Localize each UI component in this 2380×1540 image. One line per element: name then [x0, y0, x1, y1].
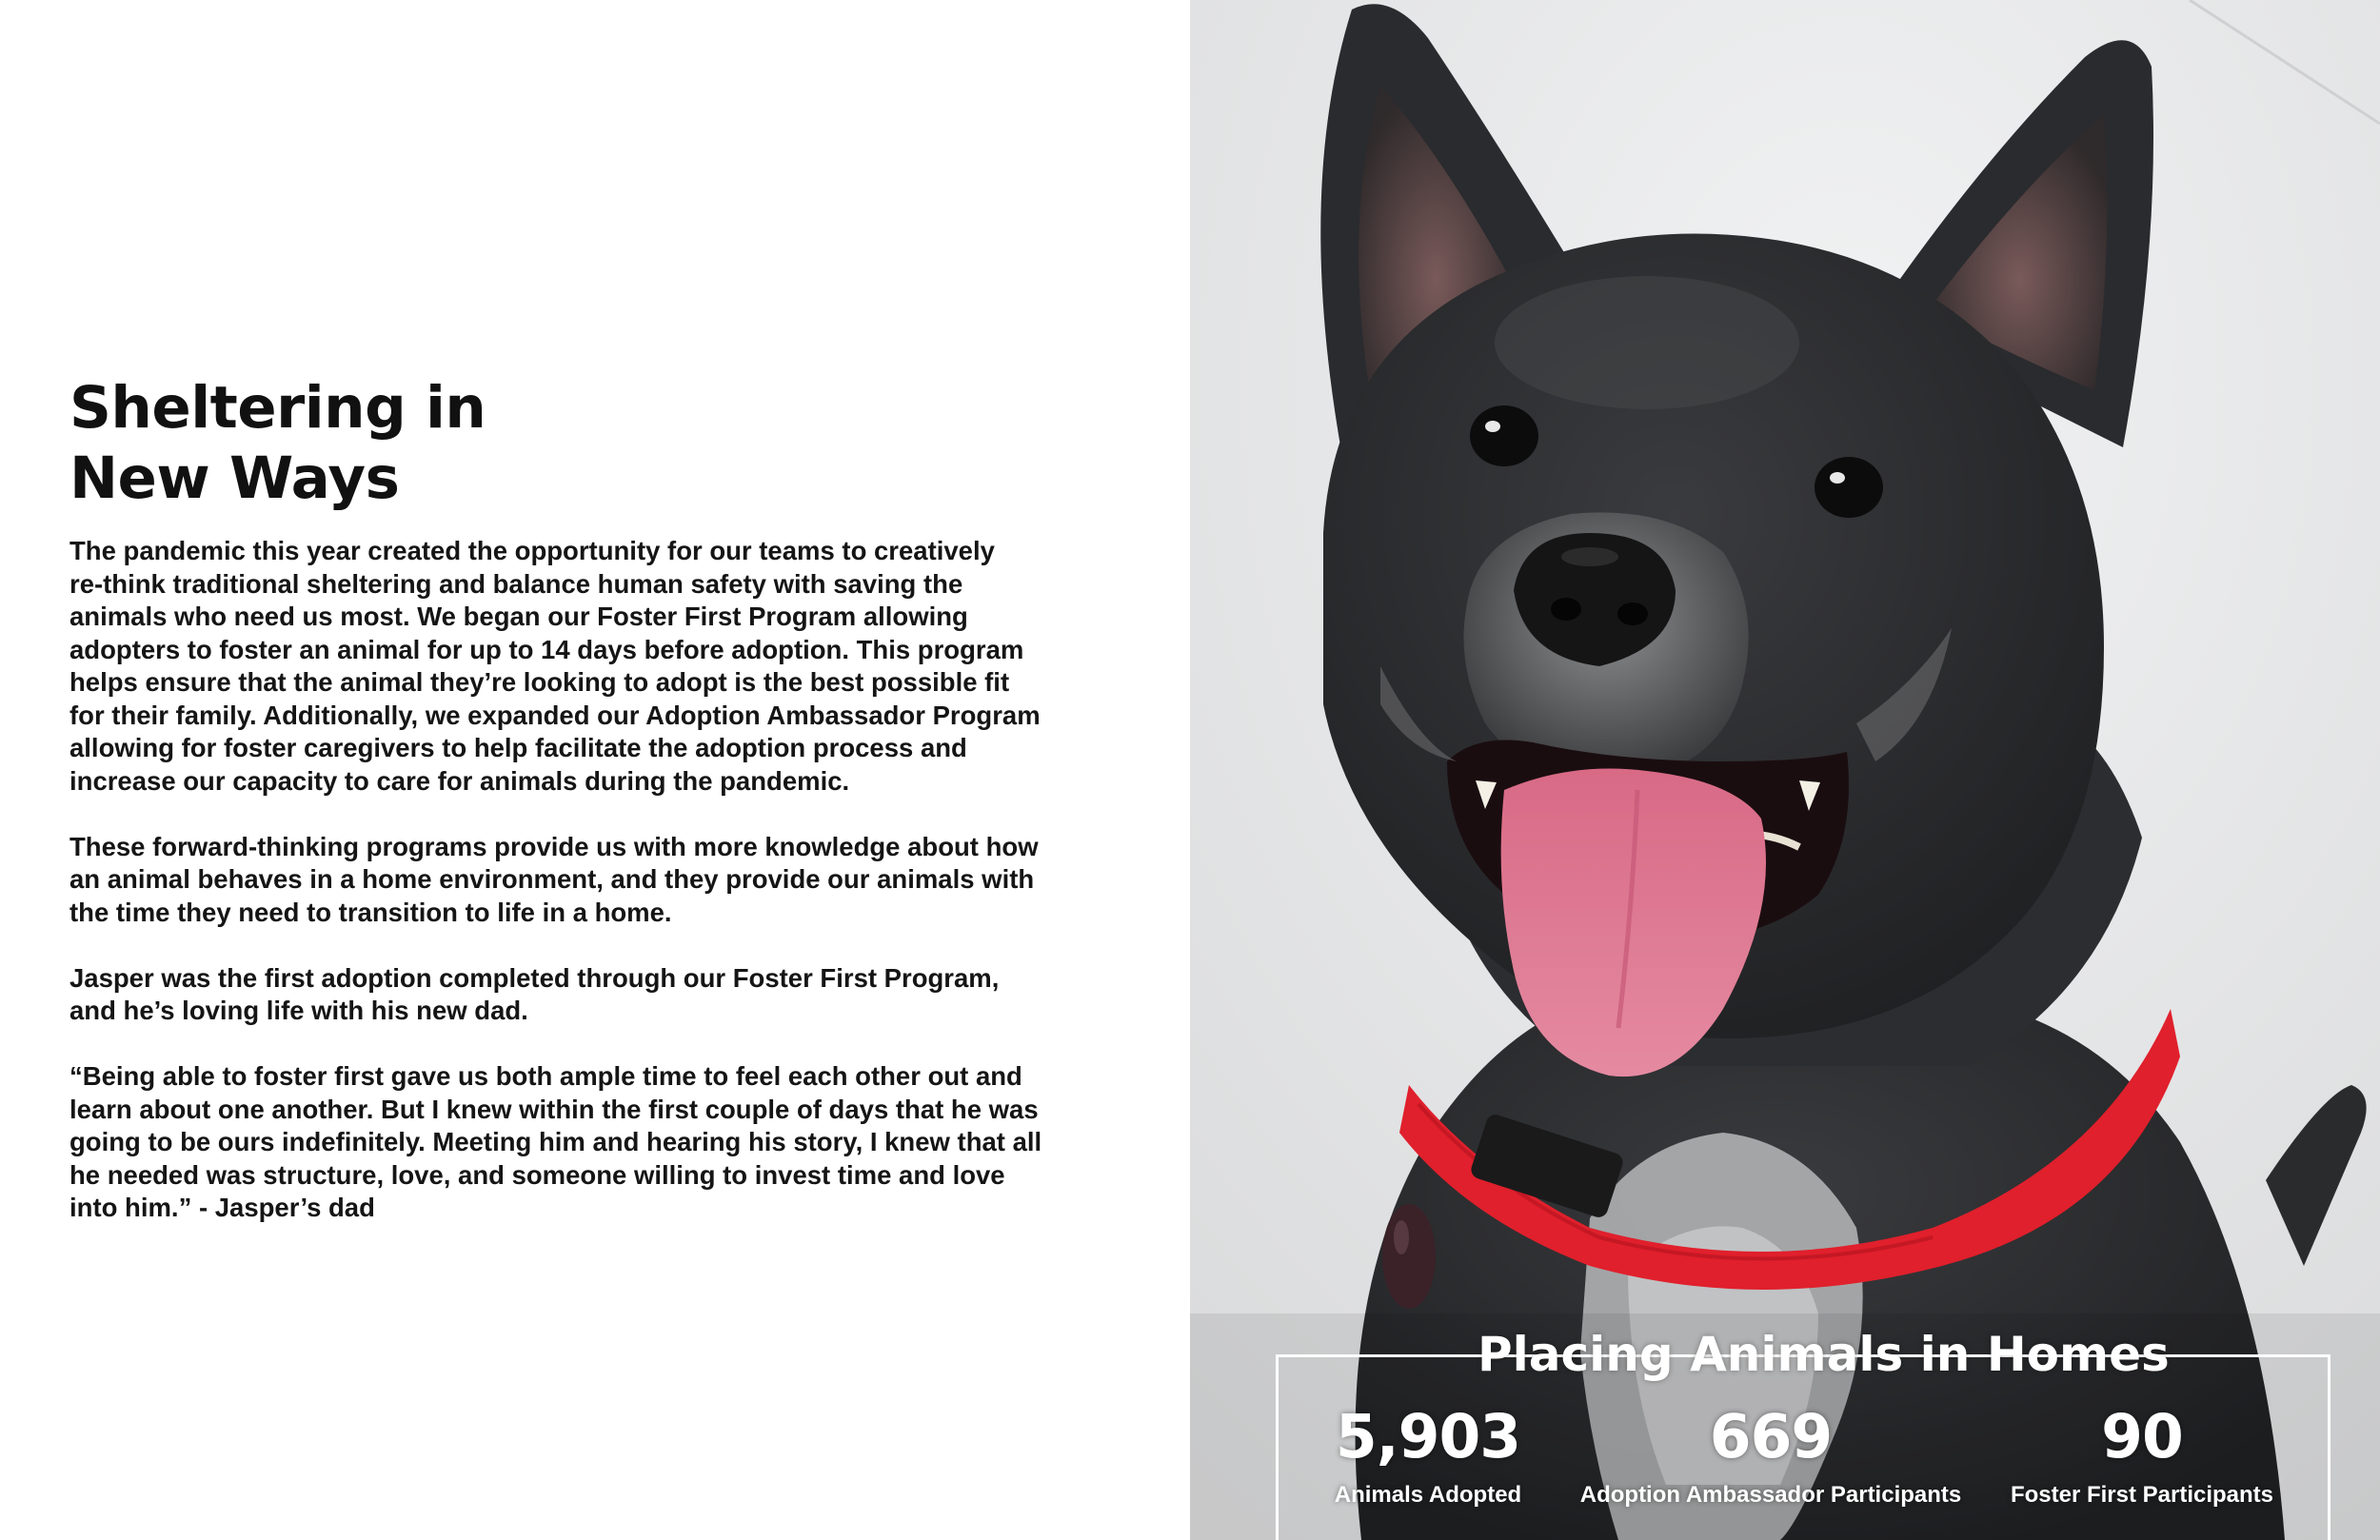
- text-line: re-think traditional sheltering and balance human safety with saving the: [69, 568, 963, 599]
- text-line: animals who need us most. We began our Foster First Program allowing: [69, 602, 968, 631]
- text-line: for their family. Additionally, we expanded our Adoption Ambassador Program: [69, 700, 1041, 730]
- collar-tag: [1382, 1204, 1436, 1309]
- paragraph-2: [69, 831, 1079, 930]
- stat-animals-adopted: [1314, 1399, 1542, 1510]
- stats-title: Placing Animals in Homes: [1478, 1327, 2170, 1382]
- text-line: an animal behaves in a home environment, and they provide our animals with: [69, 864, 1035, 894]
- text-line: adopters to foster an animal for up to 14 days before adoption. This program: [69, 634, 1024, 664]
- text-line: he needed was structure, love, and someone willing to invest time and love: [69, 1159, 1005, 1190]
- text-line: the time they need to transition to life in a home.: [69, 897, 672, 927]
- dog-illustration: [1190, 0, 2380, 1540]
- paragraph-1: [69, 535, 1079, 798]
- right-eye: [1815, 457, 1883, 518]
- text-line: The pandemic this year created the opportunity for our teams to creatively: [69, 536, 995, 565]
- stat-value: 90: [2101, 1402, 2183, 1471]
- stat-label: Adoption Ambassador Participants: [1579, 1482, 1962, 1508]
- text-line: learn about one another. But I knew within the first couple of days that he was: [69, 1094, 1039, 1124]
- text-line: Jasper was the first adoption completed through our Foster First Program,: [69, 962, 1000, 993]
- stat-foster-first: [1999, 1399, 2285, 1510]
- quote-paragraph: [69, 1060, 1079, 1225]
- stats-header: [1457, 1321, 2170, 1388]
- title-line-2: New Ways: [69, 444, 400, 512]
- article-body: [69, 535, 1079, 1257]
- stat-value: 669: [1709, 1402, 1833, 1471]
- page-title: [69, 373, 926, 514]
- text-line: increase our capacity to care for animals during the pandemic.: [69, 765, 850, 796]
- title-line-1: Sheltering in: [69, 374, 486, 442]
- text-line: and he’s loving life with his new dad.: [69, 996, 528, 1025]
- dog-photo: [1190, 0, 2380, 1540]
- text-line: helps ensure that the animal they’re looking to adopt is the best possible fit: [69, 667, 1010, 697]
- text-line: into him.” - Jasper’s dad: [69, 1193, 375, 1222]
- text-line: allowing for foster caregivers to help facilitate the adoption process and: [69, 733, 967, 762]
- text-line: These forward-thinking programs provide us with more knowledge about how: [69, 831, 1039, 861]
- paragraph-3: [69, 962, 1079, 1028]
- stat-label: Foster First Participants: [2010, 1482, 2274, 1508]
- stat-label: Animals Adopted: [1334, 1482, 1522, 1508]
- stat-value: 5,903: [1335, 1402, 1521, 1471]
- text-line: “Being able to foster first gave us both ample time to feel each other out and: [69, 1061, 1022, 1091]
- left-eye: [1470, 405, 1538, 466]
- stat-adoption-ambassadors: [1571, 1399, 1971, 1510]
- text-line: going to be ours indefinitely. Meeting him and hearing his story, I knew that all: [69, 1127, 1042, 1156]
